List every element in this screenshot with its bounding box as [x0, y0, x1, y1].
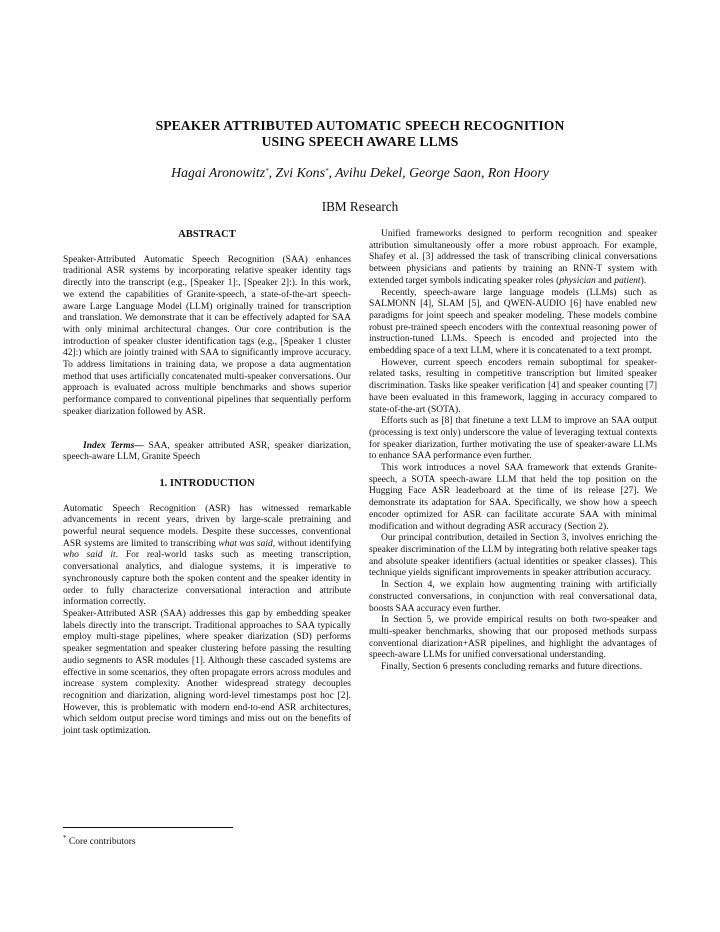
index-terms: [63, 441, 351, 464]
right-column: [369, 229, 657, 674]
abstract-heading: ABSTRACT: [178, 229, 236, 240]
right-paragraph-6: Our principal contribution, detailed in Section 3, involves enriching the speaker discrimination of the LLM by integrating both relative speaker tags and absolute speaker identifiers (actual identities or speaker classes). This technique yields significant improvements in speaker attribution accuracy.: [369, 533, 657, 579]
footnote-text: Core contributors: [68, 837, 136, 847]
footnote: [63, 834, 136, 847]
left-column: [63, 229, 351, 738]
right-paragraph-1: Unified frameworks designed to perform recognition and speaker attribution simultaneously offer a more robust approach. For example, Shafey et al. [3] addressed the task of transcribing clinical conversations between physicians and patients by training an RNN-T system with extended target symbols indicating speaker roles (physician and patient).: [369, 229, 657, 286]
footnote-rule: [63, 827, 233, 828]
paper-title-line2: USING SPEECH AWARE LLMS: [261, 134, 459, 149]
affiliation: IBM Research: [321, 199, 399, 214]
author-4: George Saon,: [409, 165, 488, 180]
author-list: [0, 165, 720, 181]
paper-title: [0, 118, 720, 150]
footnote-mark: *: [63, 834, 67, 842]
right-paragraph-8: In Section 5, we provide empirical results on both two-speaker and multi-speaker benchmarks, showing that our proposed methods surpass conventional diarization+ASR pipelines, and highlight the advantages of speech-aware LLMs for unified conversational understanding.: [369, 615, 657, 661]
right-paragraph-7: In Section 4, we explain how augmenting training with artificially constructed conversations, in conjunction with real conversational data, boosts SAA accuracy even further.: [369, 580, 657, 614]
right-paragraph-4: Efforts such as [8] that finetune a text LLM to improve an SAA output (processing is text only) underscore the value of leveraging textual contexts for speaker diarization, further motivating the use of speaker-aware LLMs to enhance SAA performance even further.: [369, 416, 657, 462]
paper-title-line1: SPEAKER ATTRIBUTED AUTOMATIC SPEECH RECOGNITION: [155, 118, 565, 133]
author-1: Hagai Aronowitz*,: [171, 165, 276, 180]
index-terms-label: Index Terms—: [83, 440, 144, 451]
right-paragraph-5: This work introduces a novel SAA framework that extends Granite-speech, a SOTA speech-aware LLM that held the top position on the Hugging Face ASR leaderboard at the time of its release [27]. We demonstrate its adaptation for SAA. Specifically, we show how a speech encoder optimized for ASR can facilitate accurate SAA with minimal modification and without degrading ASR accuracy (Section 2).: [369, 463, 657, 532]
author-5: Ron Hoory: [487, 165, 549, 180]
author-2: Zvi Kons*,: [275, 165, 336, 180]
right-paragraph-9: Finally, Section 6 presents concluding remarks and future directions.: [381, 662, 643, 673]
intro-paragraph-1: Automatic Speech Recognition (ASR) has witnessed remarkable advancements in recent years, driven by large-scale pretraining and powerful neural sequence models. Despite these successes, conventional ASR systems are limited to transcribing what was said, without identifying who said it. For real-world tasks such as meeting transcription, conversational analytics, and dialogue systems, it is imperative to synchronously capture both the spoken content and the speaker identity in order to fully characterize conversational interaction and attribute information correctly.: [63, 503, 352, 608]
introduction-heading: 1. INTRODUCTION: [159, 477, 255, 489]
intro-paragraph-2: Speaker-Attributed ASR (SAA) addresses this gap by embedding speaker labels directly into the transcript. Traditional approaches to SAA typically employ multi-stage pipelines, where speaker diarization (SD) performs speaker segmentation and speaker clustering before passing the resulting audio segments to ASR modules [1]. Although these cascaded systems are effective in some scenarios, they often propagate errors across modules and increase system complexity. Another widespread strategy decouples recognition and diarization, aligning word-level timestamps post hoc [2]. However, this is problematic with modern end-to-end ASR architectures, which seldom output precise word timings and miss out on the benefits of joint task optimization.: [63, 608, 351, 737]
index-terms-text: SAA, speaker attributed ASR, speaker diarization, speech-aware LLM, Granite Speech: [63, 440, 352, 463]
right-paragraph-3: However, current speech encoders remain suboptimal for speaker-related tasks, resulting in competitive transcription but limited speaker discrimination. Tasks like speaker verification [4] and speaker counting [7] have been evaluated in this framework, lagging in accuracy compared to state-of-the-art (SOTA).: [369, 357, 657, 415]
author-3: Avihu Dekel,: [335, 165, 410, 180]
abstract-text: Speaker-Attributed Automatic Speech Recognition (SAA) enhances traditional ASR systems by incorporating relative speaker identity tags directly into the transcript (e.g., [Speaker 1]:, [Speaker 2]:). In this work, we extend the capabilities of Granite-speech, a state-of-the-art speech-aware Large Language Model (LLM) originally trained for transcription and translation. We demonstrate that it can be effectively adapted for SAA with only minimal architectural changes. Our core contribution is the introduction of speaker cluster identification tags (e.g., [Speaker 1 cluster 42]:) which are jointly trained with SAA to significantly improve accuracy. To address limitations in training data, we propose a data augmentation method that uses artificially concatenated multi-speaker conversations. Our approach is evaluated across multiple benchmarks and shows superior performance compared to conventional pipelines that sequentially perform speaker diarization followed by ASR.: [63, 254, 351, 417]
right-paragraph-2: Recently, speech-aware large language models (LLMs) such as SALMONN [4], SLAM [5], and QWEN-AUDIO [6] have enabled new paradigms for joint speech and speaker modeling. These models combine robust pre-trained speech encoders with the contextual reasoning power of instruction-tuned LLMs. Speech is encoded and projected into the embedding space of a text LLM, where it is concatenated to a text prompt.: [369, 287, 657, 357]
